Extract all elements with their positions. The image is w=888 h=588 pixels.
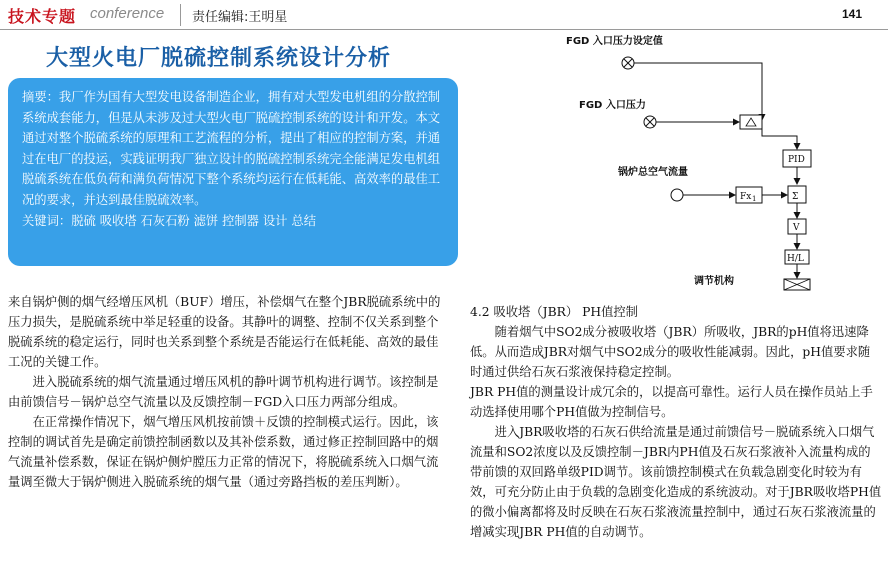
article-title: 大型火电厂脱硫控制系统设计分析 [46,46,392,71]
hl-block [785,250,809,264]
inlet-pressure-transmitter-icon [644,116,656,128]
v-block-label: V [793,223,800,233]
actuator-label: 调节机构 [694,276,734,287]
setpoint-line [634,63,762,120]
control-diagram [566,30,870,292]
pid-block-label: PID [788,155,805,165]
left-paragraph-3: 在正常操作情况下，烟气增压风机按前馈＋反馈的控制模式运行。因此，该控制的调试首先是确定前馈控制函数以及其补偿系数，通过修正控制回路中的烟气流量补偿系数，保证在锅炉侧炉膛压力正常的情况下，将脱硫系统入口烟气流量调至微大于锅炉侧进入脱硫系统的烟气量（通过旁路挡板的差压判断）。 [8,415,439,489]
sum-block-label: Σ [792,192,799,202]
setpoint-label: FGD 入口压力设定值 [566,36,663,47]
air-flow-label: 锅炉总空气流量 [618,167,688,178]
right-paragraph-3: 进入JBR吸收塔的石灰石供给流量是通过前馈信号－脱硫系统入口烟气流量和SO2浓度以及反馈控制－JBR内PH值及石灰石浆液补入流量构成的带前馈的双回路单级PID调节。该前馈控制模式在负载急剧变化时较为有效，可充分防止由于负载的急剧变化造成的系统波动。对于JBR吸收塔PH值的微小偏离都将及时反映在石灰石浆液流量控制中，通过石灰石浆液流量的增减实现JBR PH值的自动调节。 [470,425,882,539]
keywords-text: 关键词：脱硫 吸收塔 石灰石粉 滤饼 控制器 设计 总结 [22,213,316,228]
control-diagram-svg [566,30,870,292]
right-column [470,302,882,542]
abstract-box [8,78,458,266]
left-column [8,292,448,492]
pid-block [783,150,811,167]
sum-block [788,186,806,203]
editor-credit: 责任编辑:王明星 [192,10,288,25]
delta-to-pid-line [762,129,797,149]
setpoint-transmitter-icon [622,57,634,69]
header-divider [180,4,181,26]
actuator-icon [784,279,810,290]
v-block [788,219,806,234]
hl-block-label: H/L [787,254,804,264]
fx-block [736,187,762,203]
abstract-text: 摘要：我厂作为国有大型发电设备制造企业，拥有对大型发电机组的分散控制系统成套能力，但是从未涉及过大型火电厂脱硫控制系统的设计和开发。本文通过对整个脱硫系统的原理和工艺流程的分析，提出了相应的控制方案，并通过在电厂的投运，实践证明我厂独立设计的脱硫控制系统完全能满足发电机组脱硫系统在低负荷和满负荷情况下整个系统均运行在低耗能、高效率的最佳工况的要求，并达到最佳脱硫效率。 [22,90,441,207]
delta-block [740,115,762,129]
inlet-pressure-label: FGD 入口压力 [579,100,646,111]
column-name: 技术专题 [8,7,77,26]
fx-block-label: Fx [740,192,752,202]
page-number: 141 [841,7,862,21]
air-flow-source-icon [671,189,683,201]
left-paragraph-2: 进入脱硫系统的烟气流量通过增压风机的静叶调节机构进行调节。该控制是由前馈信号－锅炉总空气流量以及反馈控制－FGD入口压力两部分组成。 [8,375,439,409]
column-subtitle: conference [90,5,165,22]
left-paragraph-1: 来自锅炉侧的烟气经增压风机（BUF）增压，补偿烟气在整个JBR脱硫系统中的压力损失，是脱硫系统中举足轻重的设备。其静叶的调整、控制不仅关系到整个脱硫系统的稳定运行，同时也关系到整个系统是否能运行在低耗能、高效的最佳工况的关键工作。 [8,295,441,369]
fx-block-subscript: 1 [752,195,757,203]
section-heading: 4.2 吸收塔（JBR） PH值控制 [470,305,638,319]
page-header [0,0,888,30]
right-paragraph-2: JBR PH值的测量设计成冗余的，以提高可靠性。运行人员在操作员站上手动选择使用哪个PH值做为控制信号。 [470,385,873,419]
right-paragraph-1: 随着烟气中SO2成分被吸收塔（JBR）所吸收，JBR的pH值将迅速降低。从而造成JBR对烟气中SO2成分的吸收性能减弱。因此，pH值要求随时通过供给石灰石浆液保持稳定控制。 [470,325,871,379]
